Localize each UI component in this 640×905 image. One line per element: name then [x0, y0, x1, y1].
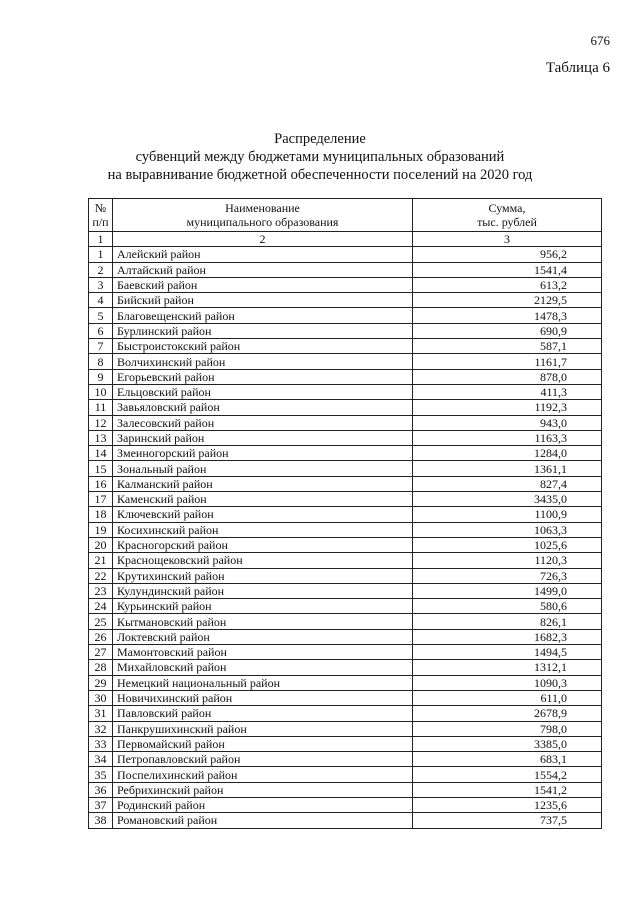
row-number: 30 [89, 690, 113, 705]
table-row [89, 675, 602, 690]
municipality-name: Поспелихинский район [113, 767, 413, 782]
title-line: на выравнивание бюджетной обеспеченности поселений на 2020 год [107, 167, 533, 183]
municipality-name: Локтевский район [113, 629, 413, 644]
distribution-table [88, 198, 602, 829]
table-row [89, 614, 602, 629]
municipality-name: Волчихинский район [113, 354, 413, 369]
municipality-name: Алтайский район [113, 262, 413, 277]
table-row [89, 354, 602, 369]
title-line: субвенций между бюджетами муниципальных образований [135, 149, 505, 165]
row-number: 35 [89, 767, 113, 782]
row-number: 21 [89, 553, 113, 568]
table-row [89, 384, 602, 399]
header-row [89, 199, 602, 232]
row-number: 33 [89, 736, 113, 751]
table-row [89, 813, 602, 828]
municipality-name: Панкрушихинский район [113, 721, 413, 736]
municipality-name: Ельцовский район [113, 384, 413, 399]
table-row [89, 568, 602, 583]
amount: 683,1 [413, 752, 602, 767]
table-row [89, 660, 602, 675]
amount: 587,1 [413, 339, 602, 354]
amount: 956,2 [413, 247, 602, 262]
row-number: 1 [89, 247, 113, 262]
table-label: Таблица 6 [545, 60, 610, 76]
table-row [89, 645, 602, 660]
table-row [89, 522, 602, 537]
table-row [89, 492, 602, 507]
municipality-name: Заринский район [113, 430, 413, 445]
amount: 1100,9 [413, 507, 602, 522]
amount: 726,3 [413, 568, 602, 583]
amount: 1554,2 [413, 767, 602, 782]
municipality-name: Залесовский район [113, 415, 413, 430]
table-row [89, 553, 602, 568]
row-number: 29 [89, 675, 113, 690]
column-number: 1 [89, 232, 113, 247]
table-row [89, 293, 602, 308]
document-title [0, 130, 640, 184]
amount: 878,0 [413, 369, 602, 384]
amount: 1541,4 [413, 262, 602, 277]
header-name-line1: Наименование [225, 201, 300, 215]
table-row [89, 476, 602, 491]
row-number: 23 [89, 583, 113, 598]
row-number: 31 [89, 706, 113, 721]
municipality-name: Родинский район [113, 797, 413, 812]
municipality-name: Красногорский район [113, 537, 413, 552]
municipality-name: Ребрихинский район [113, 782, 413, 797]
amount: 1682,3 [413, 629, 602, 644]
table-row [89, 736, 602, 751]
amount: 1494,5 [413, 645, 602, 660]
municipality-name: Егорьевский район [113, 369, 413, 384]
row-number: 14 [89, 446, 113, 461]
table-row [89, 752, 602, 767]
row-number: 15 [89, 461, 113, 476]
amount: 826,1 [413, 614, 602, 629]
amount: 943,0 [413, 415, 602, 430]
amount: 1192,3 [413, 400, 602, 415]
row-number: 26 [89, 629, 113, 644]
table-row [89, 400, 602, 415]
row-number: 24 [89, 599, 113, 614]
amount: 580,6 [413, 599, 602, 614]
municipality-name: Краснощековский район [113, 553, 413, 568]
municipality-name: Быстроистокский район [113, 339, 413, 354]
header-sum [413, 199, 602, 232]
municipality-name: Завьяловский район [113, 400, 413, 415]
amount: 1478,3 [413, 308, 602, 323]
header-num-line1: № [94, 201, 107, 215]
table-row [89, 629, 602, 644]
amount: 1163,3 [413, 430, 602, 445]
municipality-name: Благовещенский район [113, 308, 413, 323]
municipality-name: Змеиногорский район [113, 446, 413, 461]
column-number: 2 [113, 232, 413, 247]
row-number: 27 [89, 645, 113, 660]
table-row [89, 323, 602, 338]
row-number: 19 [89, 522, 113, 537]
row-number: 28 [89, 660, 113, 675]
table-row [89, 690, 602, 705]
row-number: 6 [89, 323, 113, 338]
amount: 1090,3 [413, 675, 602, 690]
title-line: Распределение [274, 131, 366, 147]
municipality-name: Зональный район [113, 461, 413, 476]
municipality-name: Мамонтовский район [113, 645, 413, 660]
municipality-name: Каменский район [113, 492, 413, 507]
municipality-name: Ключевский район [113, 507, 413, 522]
amount: 613,2 [413, 277, 602, 292]
table-row [89, 262, 602, 277]
row-number: 37 [89, 797, 113, 812]
row-number: 8 [89, 354, 113, 369]
amount: 827,4 [413, 476, 602, 491]
table-row [89, 797, 602, 812]
row-number: 4 [89, 293, 113, 308]
row-number: 17 [89, 492, 113, 507]
table-row [89, 507, 602, 522]
municipality-name: Кытмановский район [113, 614, 413, 629]
municipality-name: Романовский район [113, 813, 413, 828]
municipality-name: Новичихинский район [113, 690, 413, 705]
amount: 1063,3 [413, 522, 602, 537]
municipality-name: Алейский район [113, 247, 413, 262]
amount: 1120,3 [413, 553, 602, 568]
row-number: 22 [89, 568, 113, 583]
amount: 411,3 [413, 384, 602, 399]
table-row [89, 537, 602, 552]
municipality-name: Кулундинский район [113, 583, 413, 598]
table-row [89, 277, 602, 292]
municipality-name: Баевский район [113, 277, 413, 292]
municipality-name: Калманский район [113, 476, 413, 491]
header-name-line2: муниципального образования [186, 215, 339, 229]
municipality-name: Михайловский район [113, 660, 413, 675]
amount: 1499,0 [413, 583, 602, 598]
amount: 1284,0 [413, 446, 602, 461]
municipality-name: Курьинский район [113, 599, 413, 614]
header-name [113, 199, 413, 232]
header-num [89, 199, 113, 232]
row-number: 13 [89, 430, 113, 445]
amount: 1235,6 [413, 797, 602, 812]
table-row [89, 430, 602, 445]
row-number: 7 [89, 339, 113, 354]
row-number: 20 [89, 537, 113, 552]
amount: 3385,0 [413, 736, 602, 751]
row-number: 9 [89, 369, 113, 384]
table-row [89, 461, 602, 476]
table-body [89, 247, 602, 828]
amount: 1361,1 [413, 461, 602, 476]
row-number: 11 [89, 400, 113, 415]
column-number-row [89, 232, 602, 247]
row-number: 18 [89, 507, 113, 522]
row-number: 38 [89, 813, 113, 828]
row-number: 36 [89, 782, 113, 797]
row-number: 25 [89, 614, 113, 629]
amount: 1541,2 [413, 782, 602, 797]
amount: 1312,1 [413, 660, 602, 675]
row-number: 34 [89, 752, 113, 767]
amount: 2678,9 [413, 706, 602, 721]
municipality-name: Крутихинский район [113, 568, 413, 583]
table-row [89, 599, 602, 614]
municipality-name: Косихинский район [113, 522, 413, 537]
municipality-name: Бийский район [113, 293, 413, 308]
table-row [89, 308, 602, 323]
municipality-name: Петропавловский район [113, 752, 413, 767]
page-number: 676 [590, 33, 610, 48]
header-sum-line2: тыс. рублей [477, 215, 537, 229]
amount: 690,9 [413, 323, 602, 338]
row-number: 10 [89, 384, 113, 399]
table-row [89, 782, 602, 797]
row-number: 16 [89, 476, 113, 491]
row-number: 2 [89, 262, 113, 277]
municipality-name: Первомайский район [113, 736, 413, 751]
table-row [89, 767, 602, 782]
amount: 1161,7 [413, 354, 602, 369]
row-number: 32 [89, 721, 113, 736]
amount: 1025,6 [413, 537, 602, 552]
municipality-name: Немецкий национальный район [113, 675, 413, 690]
municipality-name: Бурлинский район [113, 323, 413, 338]
row-number: 12 [89, 415, 113, 430]
table-row [89, 583, 602, 598]
amount: 798,0 [413, 721, 602, 736]
table-row [89, 339, 602, 354]
row-number: 3 [89, 277, 113, 292]
column-number: 3 [413, 232, 602, 247]
amount: 3435,0 [413, 492, 602, 507]
table-row [89, 369, 602, 384]
table-row [89, 721, 602, 736]
row-number: 5 [89, 308, 113, 323]
table-row [89, 247, 602, 262]
amount: 2129,5 [413, 293, 602, 308]
amount: 737,5 [413, 813, 602, 828]
table-row [89, 706, 602, 721]
amount: 611,0 [413, 690, 602, 705]
header-sum-line1: Сумма, [488, 201, 526, 215]
municipality-name: Павловский район [113, 706, 413, 721]
header-num-line2: п/п [92, 215, 109, 229]
table-row [89, 446, 602, 461]
table-row [89, 415, 602, 430]
